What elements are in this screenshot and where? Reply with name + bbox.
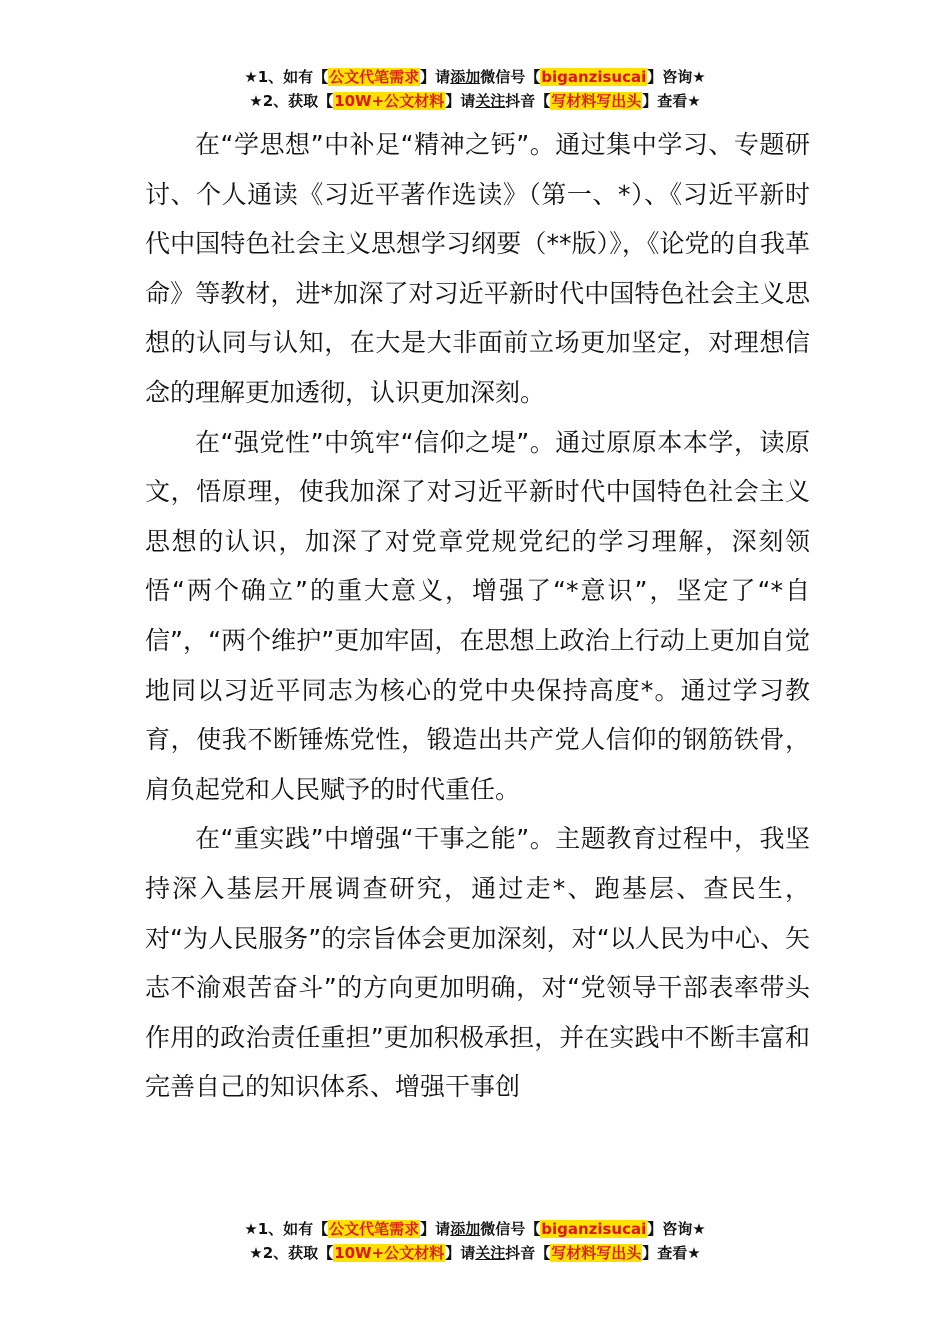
- banner-text: ★1、如有【: [244, 68, 329, 86]
- footer-banner: [0, 1218, 950, 1266]
- banner-text: 】请: [420, 68, 451, 86]
- banner-underlined-text: 添加: [450, 68, 481, 86]
- banner-text: 抖音【: [505, 92, 551, 110]
- banner-highlight: 写材料写出头: [551, 1244, 642, 1262]
- banner-underlined-text: 关注: [475, 92, 506, 110]
- banner-text: ★2、获取【: [249, 92, 334, 110]
- banner-highlight: 公文代笔需求: [329, 68, 420, 86]
- banner-highlight: 10W+公文材料: [334, 1244, 445, 1262]
- paragraph: 在“学思想”中补足“精神之钙”。通过集中学习、专题研讨、个人通读《习近平著作选读》（第一、*）、《习近平新时代中国特色社会主义思想学习纲要（**版）》，《论党的自我革命》等教材，进*加深了对习近平新时代中国特色社会主义思想的认同与认知，在大是大非面前立场更加坚定，对理想信念的理解更加透彻，认识更加深刻。: [145, 130, 810, 407]
- banner-text: 】咨询★: [647, 68, 706, 86]
- banner-text: 】请: [445, 92, 476, 110]
- banner-highlight: 10W+公文材料: [334, 92, 445, 110]
- banner-text: 微信号【: [480, 1220, 541, 1238]
- banner-text: 微信号【: [480, 68, 541, 86]
- header-banner: [0, 66, 950, 114]
- banner-highlight: biganzisucai: [541, 1220, 647, 1238]
- banner-underlined-text: 关注: [475, 1244, 506, 1262]
- banner-text: 】查看★: [642, 92, 701, 110]
- banner-text: ★1、如有【: [244, 1220, 329, 1238]
- paragraph: 在“重实践”中增强“干事之能”。主题教育过程中，我坚持深入基层开展调查研究，通过走*、跑基层、查民生，对“为人民服务”的宗旨体会更加深刻，对“以人民为中心、矢志不渝艰苦奋斗”的方向更加明确，对“党领导干部表率带头作用的政治责任重担”更加积极承担，并在实践中不断丰富和完善自己的知识体系、增强干事创: [145, 824, 810, 1102]
- banner-text: 抖音【: [505, 1244, 551, 1262]
- document-body: [145, 120, 810, 1112]
- banner-underlined-text: 添加: [450, 1220, 481, 1238]
- banner-line-1: [0, 66, 950, 90]
- banner-line-1: [0, 1218, 950, 1242]
- banner-highlight: 写材料写出头: [551, 92, 642, 110]
- banner-text: 】请: [445, 1244, 476, 1262]
- banner-line-2: [0, 90, 950, 114]
- paragraph: 在“强党性”中筑牢“信仰之堤”。通过原原本本学，读原文，悟原理，使我加深了对习近平新时代中国特色社会主义思想的认识，加深了对党章党规党纪的学习理解，深刻领悟“两个确立”的重大意义，增强了“*意识”，坚定了“*自信”，“两个维护”更加牢固，在思想上政治上行动上更加自觉地同以习近平同志为核心的党中央保持高度*。通过学习教育，使我不断锤炼党性，锻造出共产党人信仰的钢筋铁骨，肩负起党和人民赋予的时代重任。: [145, 427, 810, 804]
- banner-text: 】请: [420, 1220, 451, 1238]
- banner-text: ★2、获取【: [249, 1244, 334, 1262]
- banner-highlight: biganzisucai: [541, 68, 647, 86]
- banner-line-2: [0, 1242, 950, 1266]
- banner-text: 】咨询★: [647, 1220, 706, 1238]
- banner-text: 】查看★: [642, 1244, 701, 1262]
- banner-highlight: 公文代笔需求: [329, 1220, 420, 1238]
